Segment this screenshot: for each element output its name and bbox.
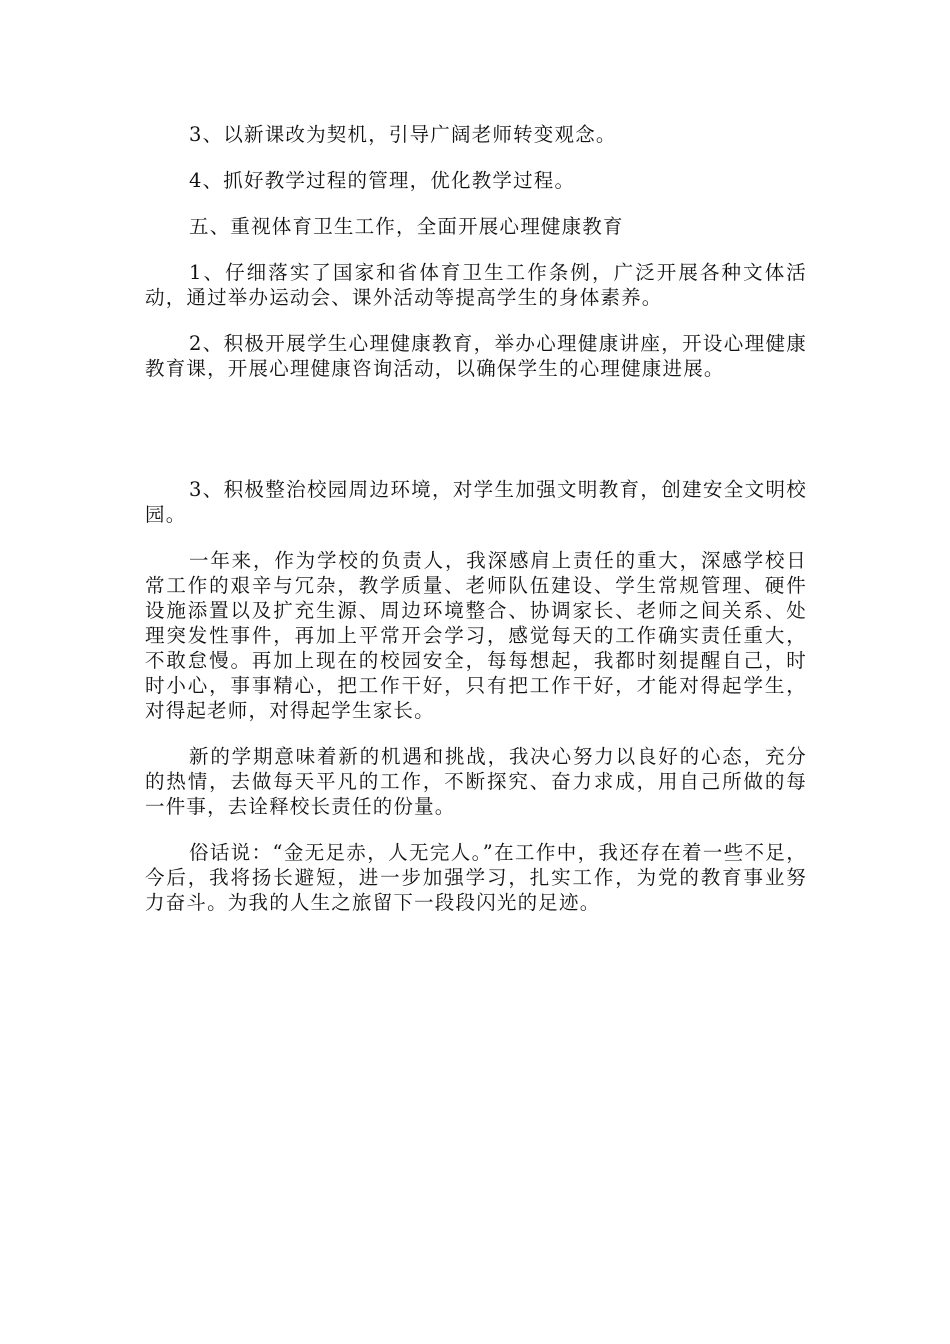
paragraph-item-3: 3、以新课改为契机，引导广阔老师转变观念。 <box>189 123 617 146</box>
paragraph-campus-environment: 3、积极整治校园周边环境，对学生加强文明教育，创建安全文明校园。 <box>145 478 807 526</box>
paragraph-closing: 俗话说：“金无足赤，人无完人。”在工作中，我还存在着一些不足， 今后，我将扬长避短，进一步加强学习，扎实工作，为党的教育事业努力奋斗。为我的人生之旅留下一段段闪光的足迹。 <box>145 841 807 914</box>
paragraph-mental-health: 2、积极开展学生心理健康教育，举办心理健康讲座，开设心理健康教育课，开展心理健康咨询活动，以确保学生的心理健康进展。 <box>145 332 807 380</box>
paragraph-new-semester: 新的学期意味着新的机遇和挑战，我决心努力以良好的心态，充分的热情，去做每天平凡的工作，不断探究、奋力求成，用自己所做的每一件事，去诠释校长责任的份量。 <box>145 745 807 818</box>
paragraph-year-review: 一年来，作为学校的负责人，我深感肩上责任的重大，深感学校日常工作的艰辛与冗杂，教学质量、老师队伍建设、学生常规管理、硬件设施添置以及扩充生源、周边环境整合、协调家长、老师之间关系、处理突发性事件，再加上平常开会学习，感觉每天的工作确实责任重大，不敢怠慢。再加上现在的校园安全，每每想起，我都时刻提醒自己，时时小心，事事精心，把工作干好，只有把工作干好，才能对得起学生，对得起老师，对得起学生家长。 <box>145 549 807 722</box>
paragraph-sports-hygiene: 1、仔细落实了国家和省体育卫生工作条例，广泛开展各种文体活动，通过举办运动会、课外活动等提高学生的身体素养。 <box>145 261 807 309</box>
document-body <box>145 122 807 915</box>
paragraph-item-4: 4、抓好教学过程的管理，优化教学过程。 <box>189 169 576 192</box>
section-heading-5: 五、重视体育卫生工作，全面开展心理健康教育 <box>189 215 624 238</box>
